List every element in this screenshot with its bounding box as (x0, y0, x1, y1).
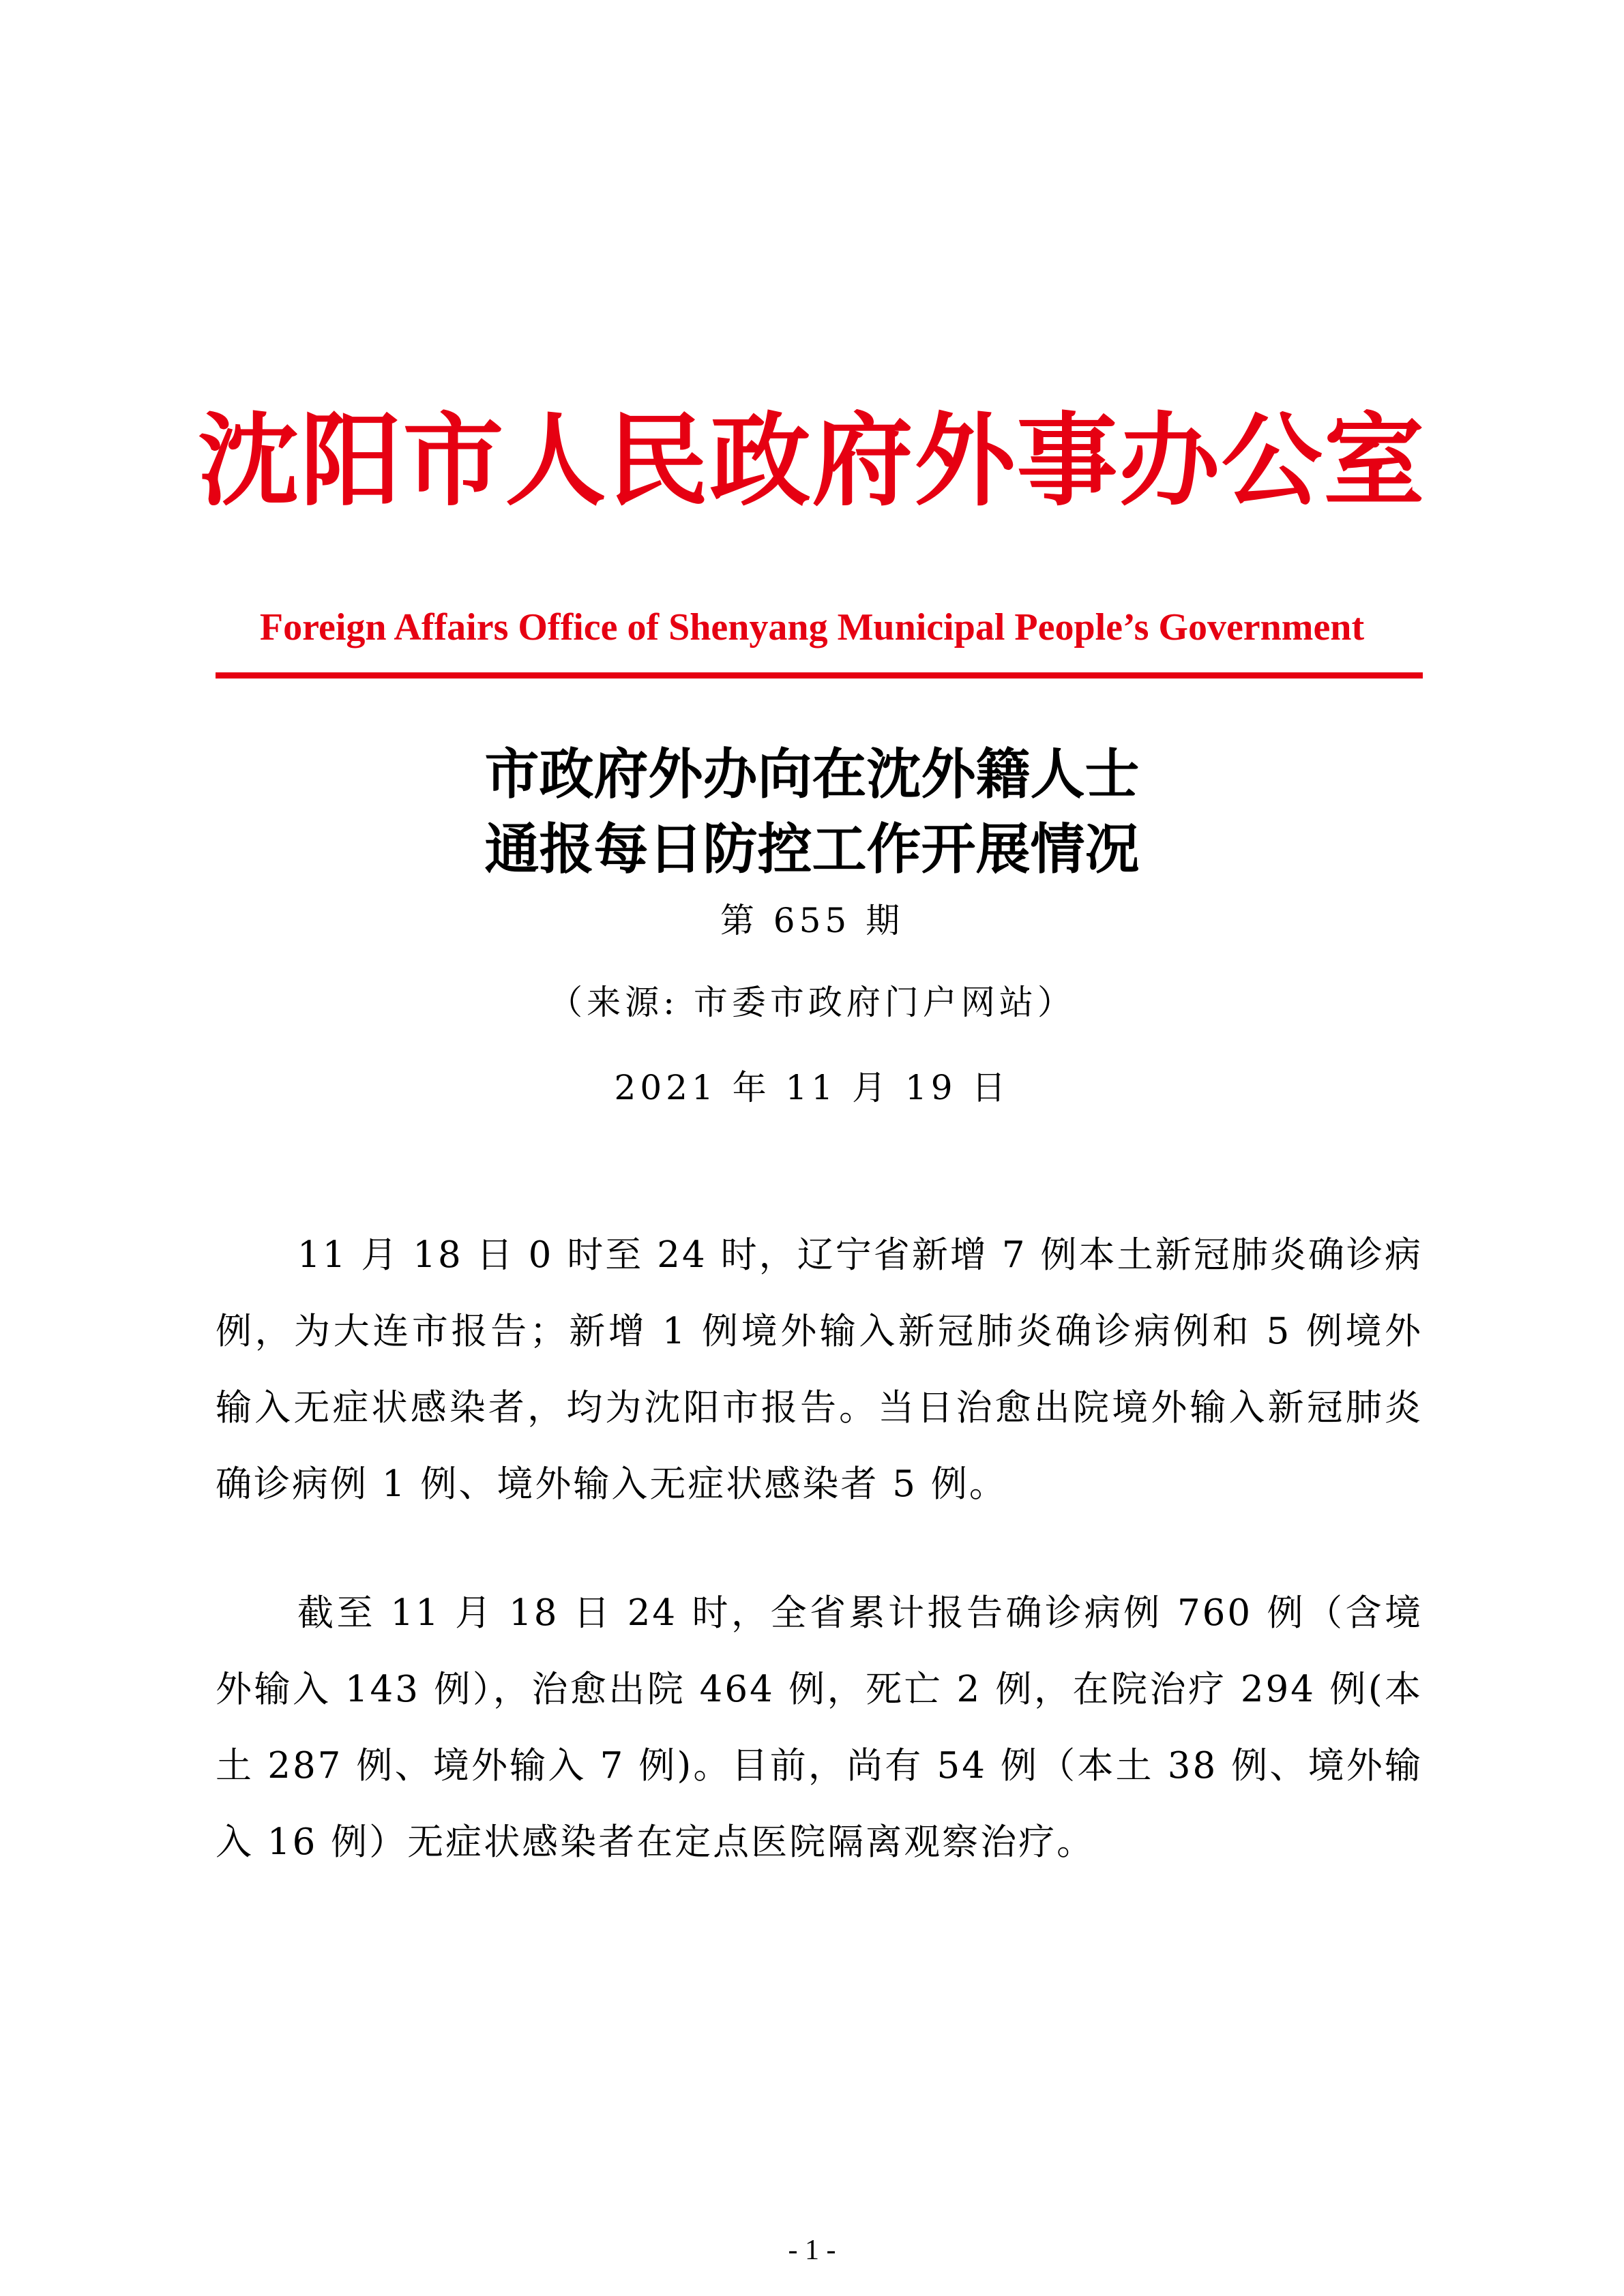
letterhead-red-rule (216, 672, 1423, 679)
page-number: - 1 - (788, 2235, 836, 2266)
document-title-line-1: 市政府外办向在沈外籍人士 (484, 742, 1140, 806)
letterhead-title-cn: 沈阳市人民政府外事办公室 (198, 401, 1426, 520)
source-line: （来源: 市委市政府门户网站） (548, 983, 1076, 1022)
document-date: 2021 年 11 月 19 日 (614, 1068, 1010, 1107)
body-paragraph-2: 截至 11 月 18 日 24 时，全省累计报告确诊病例 760 例（含境外输入 143 例），治愈出院 464 例，死亡 2 例，在院治疗 294 例(本土 287 例、境外输入 7 例)。目前，尚有 54 例（本土 38 例、境外输入 16 例）无症状感染者在定点医院隔离观察治疗。 (216, 1592, 1423, 1863)
issue-number: 第 655 期 (720, 901, 904, 940)
document-title-line-2: 通报每日防控工作开展情况 (484, 817, 1140, 881)
body-paragraph-1: 11 月 18 日 0 时至 24 时，辽宁省新增 7 例本土新冠肺炎确诊病例，为大连市报告；新增 1 例境外输入新冠肺炎确诊病例和 5 例境外输入无症状感染者，均为沈阳市报告。当日治愈出院境外输入新冠肺炎确诊病例 1 例、境外输入无症状感染者 5 例。 (216, 1234, 1423, 1505)
letterhead-title-en: Foreign Affairs Office of Shenyang Municipal People’s Government (259, 606, 1365, 648)
